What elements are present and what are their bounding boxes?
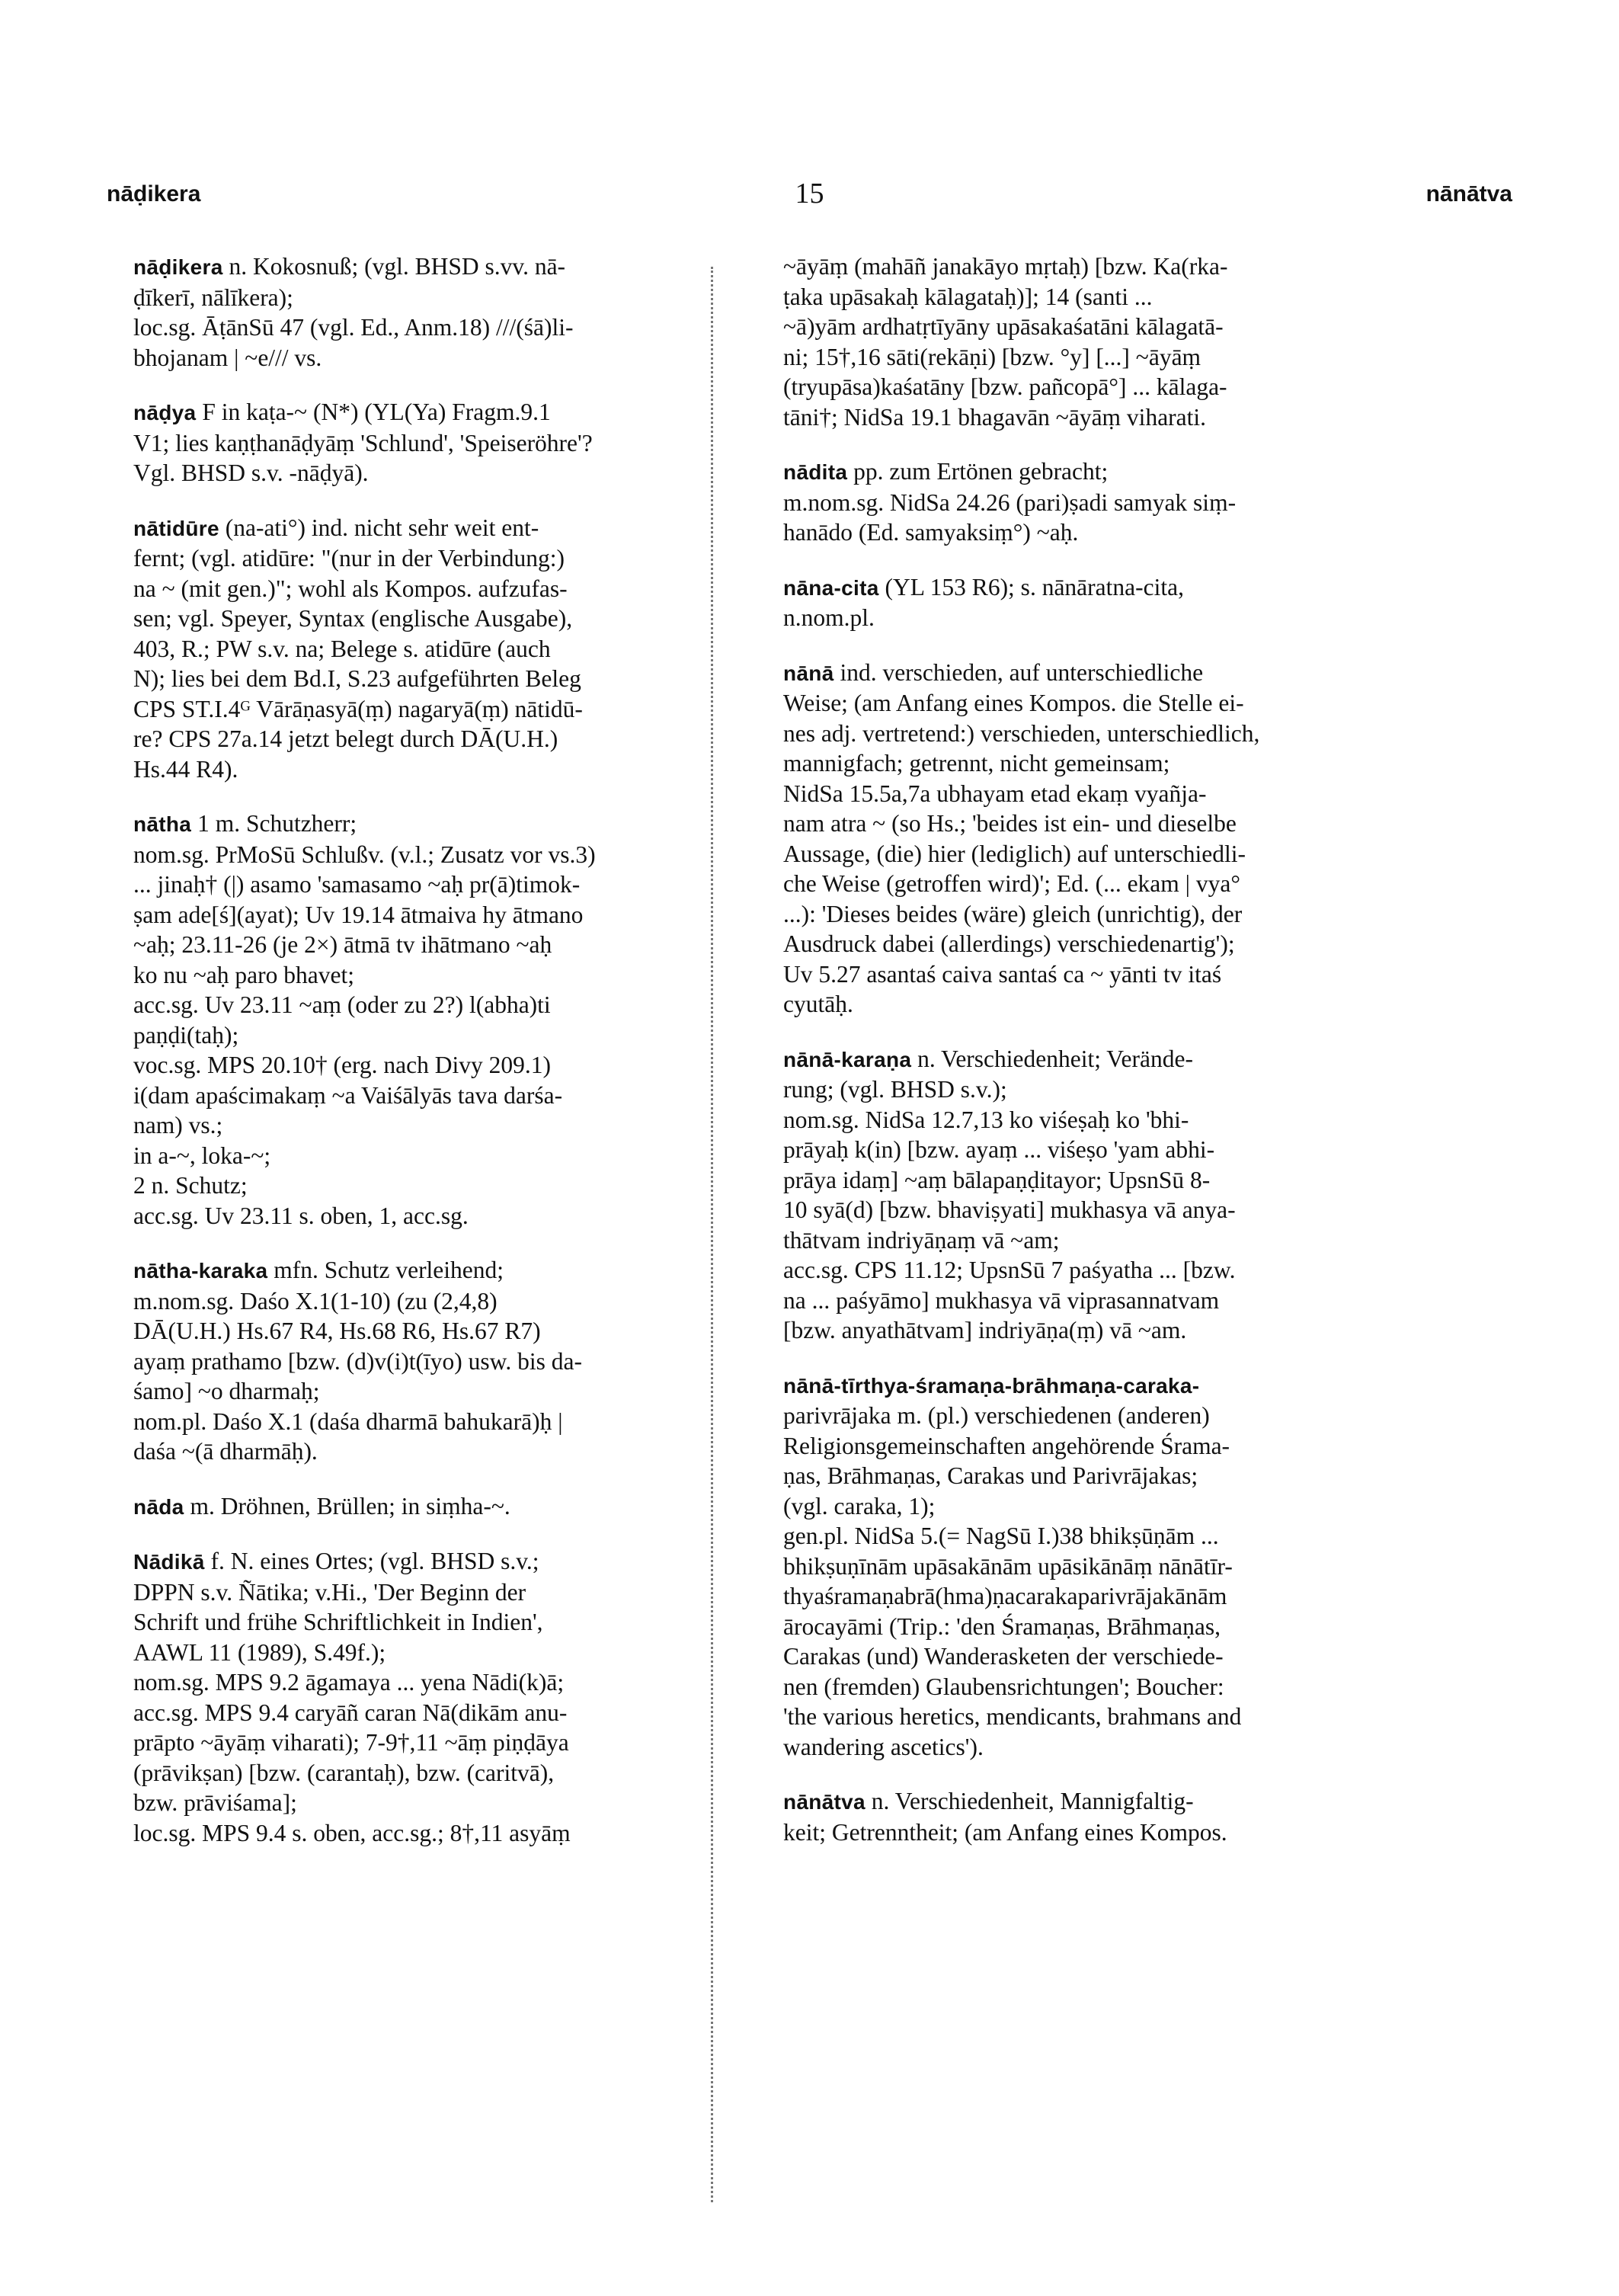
dictionary-entry [783,1044,1393,1346]
entry-line: 10 syā(d) [bzw. bhaviṣyati] mukhasya vā anya- [783,1196,1236,1223]
entry-line: nānā ind. verschieden, auf unterschiedliche [783,658,1204,686]
entry-line: nom.sg. PrMoSū Schlußv. (v.l.; Zusatz vor vs.3) [133,841,596,868]
entry-line: che Weise (getroffen wird)'; Ed. (... ekam | vya° [783,870,1240,897]
entry-line: nādita pp. zum Ertönen gebracht; [783,458,1109,485]
entry-line: (prāvikṣan) [bzw. (carantaḥ), bzw. (caritvā), [133,1759,555,1786]
entry-line: nātha 1 m. Schutzherr; [133,810,357,837]
dictionary-entry [133,1255,735,1467]
entry-headword: nāda [133,1494,184,1519]
dictionary-entry [133,513,735,785]
entry-headword: nānā-karaṇa [783,1047,912,1071]
entry-headword: nānā [783,661,834,685]
entry-line: daśa ~(ā dharmāḥ). [133,1438,318,1465]
entry-line: acc.sg. Uv 23.11 ~aṃ (oder zu 2?) l(abha)ti [133,991,551,1018]
entry-line: tāni†; NidSa 19.1 bhagavān ~āyāṃ viharati. [783,403,1207,431]
entry-line: n.nom.pl. [783,604,875,631]
entry-line: ...): 'Dieses beides (wäre) gleich (unrichtig), der [783,900,1243,927]
entry-line: keit; Getrenntheit; (am Anfang eines Kompos. [783,1818,1227,1846]
entry-line: ~āyāṃ (mahāñ janakāyo mṛtaḥ) [bzw. Ka(rka- [783,253,1228,280]
entry-line: cyutāḥ. [783,991,853,1017]
entry-line: gen.pl. NidSa 5.(= NagSū I.)38 bhikṣūṇām ... [783,1523,1219,1549]
header-right-headword: nānātva [1425,181,1512,207]
entry-line: thātvam indriyāṇaṃ vā ~am; [783,1226,1060,1254]
entry-line: Vgl. BHSD s.v. -nāḍyā). [133,460,369,486]
entry-headword: nāna-cita [783,575,879,600]
entry-line: hanādo (Ed. samyaksiṃ°) ~aḥ. [783,519,1079,546]
entry-line: nom.sg. MPS 9.2 āgamaya ... yena Nādi(k)ā; [133,1669,565,1696]
entry-line: nom.sg. NidSa 12.7,13 ko viśeṣaḥ ko 'bhi- [783,1106,1189,1133]
entry-line: wandering ascetics'). [783,1733,984,1760]
entry-line: nam) vs.; [133,1112,223,1138]
entry-line: nāḍya F in kaṭa-~ (N*) (YL(Ya) Fragm.9.1 [133,399,551,425]
entry-line: nānā-karaṇa n. Verschiedenheit; Verände- [783,1045,1193,1072]
entry-line: [bzw. anyathātvam] indriyāṇa(ṃ) vā ~am. [783,1317,1187,1343]
entry-line: thyaśramaṇabrā(hma)ṇacarakaparivrājakānām [783,1583,1227,1609]
dictionary-entry [783,572,1393,633]
entry-line: bzw. prāviśama]; [133,1789,297,1816]
entry-line: nātha-karaka mfn. Schutz verleihend; [133,1257,504,1283]
entry-headword: nātha-karaka [133,1259,268,1282]
entry-headword: nāḍya [133,401,197,424]
dictionary-entry [783,1370,1393,1763]
entry-line: śamo] ~o dharmaḥ; [133,1378,320,1404]
entry-headword: nānātva [783,1790,865,1814]
entry-line: (vgl. caraka, 1); [783,1492,936,1519]
entry-line: nātidūre (na-ati°) ind. nicht sehr weit ent- [133,514,539,541]
entry-headword: nātidūre [133,516,219,540]
entry-line: re? CPS 27a.14 jetzt belegt durch DĀ(U.H.) [133,725,558,752]
dictionary-entry [133,397,735,488]
entry-line: fernt; (vgl. atidūre: "(nur in der Verbindung:) [133,545,565,572]
entry-line: acc.sg. CPS 11.12; UpsnSū 7 paśyatha ... [bzw. [783,1257,1236,1283]
entry-line: Nādikā f. N. eines Ortes; (vgl. BHSD s.v.; [133,1548,539,1574]
entry-headword: nātha [133,812,192,836]
entry-line: NidSa 15.5a,7a ubhayam etad ekaṃ vyañja- [783,780,1207,807]
entry-line: DĀ(U.H.) Hs.67 R4, Hs.68 R6, Hs.67 R7) [133,1318,541,1344]
entry-line: Carakas (und) Wanderasketen der verschiede- [783,1643,1224,1670]
entry-line: na ~ (mit gen.)"; wohl als Kompos. aufzufas- [133,575,568,602]
entry-line: ni; 15†,16 sāti(rekāṇi) [bzw. °y] [...] ~āyāṃ [783,343,1201,370]
entry-line: parivrājaka m. (pl.) verschiedenen (anderen) [783,1402,1210,1429]
header-left-headword: nāḍikera [107,181,201,207]
entry-line: mannigfach; getrennt, nicht gemeinsam; [783,750,1170,777]
entry-headword: nādita [783,460,848,484]
entry-line: sen; vgl. Speyer, Syntax (englische Ausgabe), [133,605,573,632]
entry-line: V1; lies kaṇṭhanāḍyāṃ 'Schlund', 'Speiseröhre'? [133,429,593,456]
page-number: 15 [795,178,824,210]
entry-line: ṇas, Brāhmaṇas, Carakas und Parivrājakas; [783,1462,1198,1489]
entry-line: Uv 5.27 asantaś caiva santaś ca ~ yānti tv itaś [783,960,1222,988]
entry-line: nāna-cita (YL 153 R6); s. nānāratna-cita, [783,573,1184,600]
entry-line: in a-~, loka-~; [133,1142,271,1169]
entry-line: bhikṣuṇīnām upāsakānām upāsikānāṃ nānātīr- [783,1552,1233,1580]
entry-line: nāḍikera n. Kokosnuß; (vgl. BHSD s.vv. nā- [133,253,566,280]
entry-line: nānātva n. Verschiedenheit, Mannigfaltig- [783,1788,1194,1814]
entry-line: m.nom.sg. NidSa 24.26 (pari)ṣadi samyak siṃ- [783,488,1237,516]
entry-line: Aussage, (die) hier (lediglich) auf unterschiedli- [783,840,1246,867]
entry-line: Ausdruck dabei (allerdings) verschiedenartig'); [783,930,1235,957]
dictionary-entry [783,456,1393,548]
running-header [107,178,1512,219]
entry-line: ṭaka upāsakaḥ kālagataḥ)]; 14 (santi ... [783,283,1153,310]
entry-line [783,1370,1393,1401]
entry-line: (tryupāsa)kaśatāny [bzw. pañcopā°] ... kālaga- [783,373,1227,400]
entry-line: CPS ST.I.4ᴳ Vārāṇasyā(ṃ) nagaryā(ṃ) nātidū- [133,695,583,722]
entry-line: 'the various heretics, mendicants, brahmans and [783,1703,1242,1730]
entry-headword: Nādikā [133,1550,205,1574]
entry-line: ko nu ~aḥ paro bhavet; [133,961,354,988]
entry-headword: nāḍikera [133,255,223,279]
left-column [133,251,735,1872]
entry-line: prāpto ~āyāṃ viharati); 7-9†,11 ~āṃ piṇḍāya [133,1729,569,1756]
entry-line: nāda m. Dröhnen, Brüllen; in siṃha-~. [133,1492,510,1519]
entry-line: ḍīkerī, nālīkera); [133,283,293,311]
entry-line: acc.sg. MPS 9.4 caryāñ caran Nā(dikām anu- [133,1699,568,1726]
entry-line: loc.sg. ĀṭānSū 47 (vgl. Ed., Anm.18) ///(śā)li- [133,314,574,341]
entry-line: nom.pl. Daśo X.1 (daśa dharmā bahukarā)ḥ | [133,1407,563,1435]
entry-line: 403, R.; PW s.v. na; Belege s. atidūre (auch [133,635,551,662]
entry-line: prāyaḥ k(in) [bzw. ayaṃ ... viśeṣo 'yam abhi- [783,1136,1215,1163]
right-column [783,251,1393,1872]
entry-line: nam atra ~ (so Hs.; 'beides ist ein- und dieselbe [783,810,1237,837]
entry-line: 2 n. Schutz; [133,1172,248,1199]
entry-line: Schrift und frühe Schriftlichkeit in Indien', [133,1609,543,1635]
entry-line: loc.sg. MPS 9.4 s. oben, acc.sg.; 8†,11 asyāṃ [133,1819,571,1846]
entry-line: bhojanam | ~e/// vs. [133,344,322,371]
dictionary-entry [783,658,1393,1020]
entry-line: i(dam apaścimakaṃ ~a Vaiśālyās tava darśa- [133,1081,563,1109]
dictionary-entry [133,251,735,373]
entry-line: AAWL 11 (1989), S.49f.); [133,1638,386,1666]
entry-line: m.nom.sg. Daśo X.1(1-10) (zu (2,4,8) [133,1287,498,1315]
entry-line: nes adj. vertretend:) verschieden, unterschiedlich, [783,719,1260,747]
entry-line: ... jinaḥ† (|) asamo 'samasamo ~aḥ pr(ā)timok- [133,871,581,898]
entry-line: paṇḍi(taḥ); [133,1021,239,1049]
entry-line: ~ā)yām ardhatṛtīyāny upāsakaśatāni kālagatā- [783,313,1224,340]
entry-line: ṣam ade[ś](ayat); Uv 19.14 ātmaiva hy ātmano [133,901,584,928]
entry-headword: nānā-tīrthya-śramaṇa-brāhmaṇa-caraka- [783,1373,1200,1398]
entry-line: prāya idaṃ] ~aṃ bālapaṇḍitayor; UpsnSū 8- [783,1166,1211,1193]
entry-line: na ... paśyāmo] mukhasya vā viprasannatvam [783,1286,1220,1314]
entry-line: Religionsgemeinschaften angehörende Śrama- [783,1432,1230,1459]
dictionary-entry [133,1491,735,1523]
entry-line: nen (fremden) Glaubensrichtungen'; Boucher: [783,1673,1224,1700]
entry-line: acc.sg. Uv 23.11 s. oben, 1, acc.sg. [133,1202,469,1229]
entry-line: Weise; (am Anfang eines Kompos. die Stelle ei- [783,690,1244,716]
entry-line: N); lies bei dem Bd.I, S.23 aufgeführten Beleg [133,665,581,692]
entry-line: DPPN s.v. Ñātika; v.Hi., 'Der Beginn der [133,1578,526,1606]
dictionary-entry [783,1786,1393,1847]
entry-line: ārocayāmi (Trip.: 'den Śramaṇas, Brāhmaṇas, [783,1612,1221,1640]
dictionary-entry [133,1546,735,1848]
dictionary-entry [133,809,735,1231]
entry-line: voc.sg. MPS 20.10† (erg. nach Divy 209.1) [133,1052,552,1078]
entry-line: rung; (vgl. BHSD s.v.); [783,1076,1007,1103]
entry-line: Hs.44 R4). [133,755,238,783]
entry-line: ayaṃ prathamo [bzw. (d)v(i)t(īyo) usw. bis da- [133,1347,582,1375]
dictionary-entry [783,251,1393,432]
entry-line: ~aḥ; 23.11-26 (je 2×) ātmā tv ihātmano ~aḥ [133,931,552,958]
